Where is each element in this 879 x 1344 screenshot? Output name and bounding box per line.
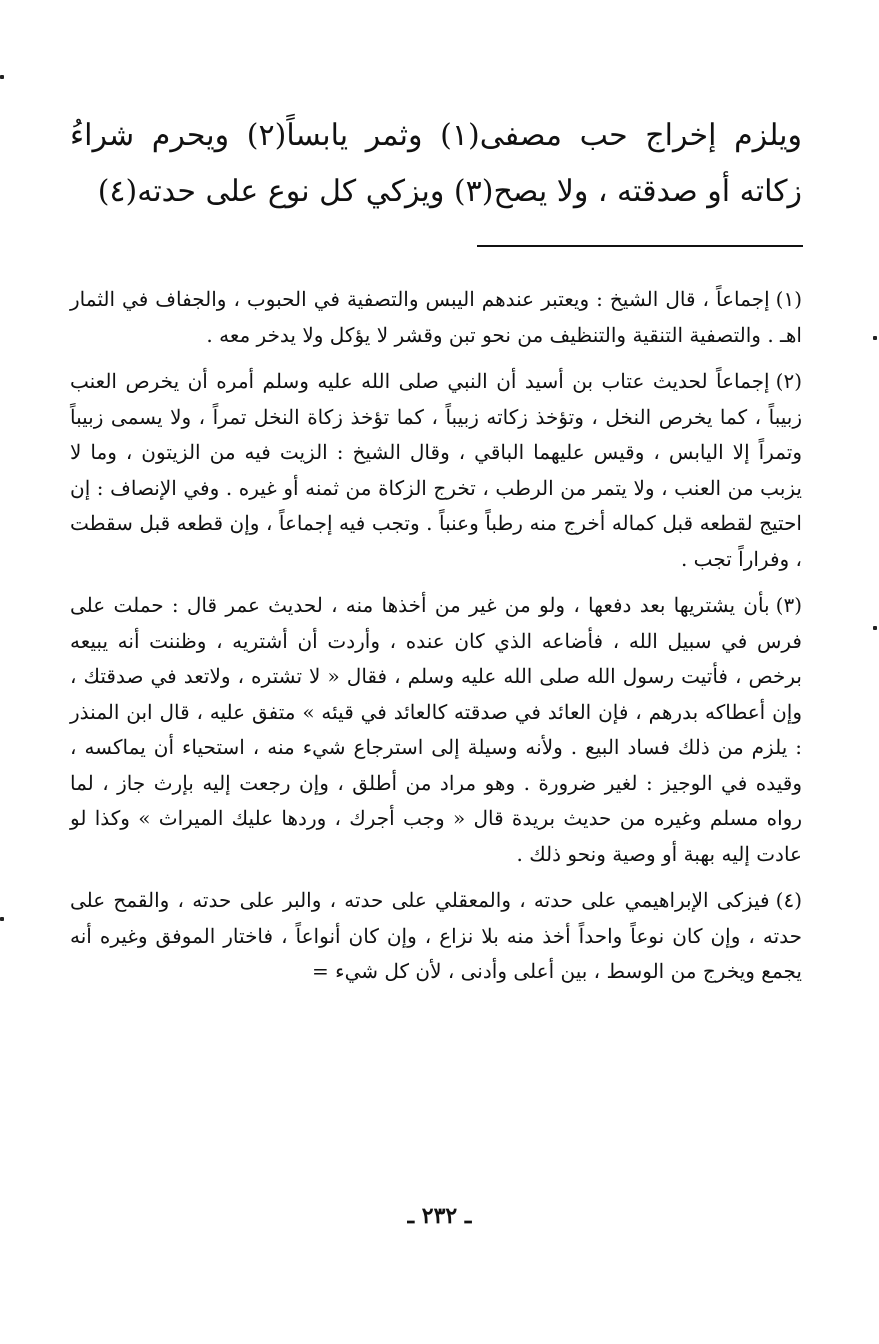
main-text: ويلزم إخراج حب مصفى(١) وثمر يابساً(٢) ويحرم شراءُ زكاته أو صدقته ، ولا يصح(٣) ويزكي كل نوع على حدته(٤)	[70, 118, 802, 209]
scan-margin-dot	[873, 626, 877, 630]
footnote-2	[70, 364, 802, 577]
scan-margin-dot	[0, 917, 4, 921]
footnote-number: (٣)	[775, 593, 802, 617]
footnote-text: فيزكى الإبراهيمي على حدته ، والمعقلي على حدته ، والبر على حدته ، والقمح على حدته ، وإن كان نوعاً واحداً أخذ منه بلا نزاع ، وإن كان أنواعاً ، فاختار الموفق وغيره أنه يجمع ويخرج من الوسط ، بين أعلى وأدنى ، لأن كل شيء =	[70, 888, 802, 983]
footnote-number: (٤)	[775, 888, 802, 912]
footnote-text: بأن يشتريها بعد دفعها ، ولو من غير من أخذها منه ، لحديث عمر قال : حملت على فرس في سبيل الله ، فأضاعه الذي كان عنده ، وأردت أن أشتريه ، وظننت أنه يبيعه برخص ، فأتيت رسول الله صلى الله عليه وسلم ، فقال « لا تشتره ، ولاتعد في صدقتك ، وإن أعطاكه بدرهم ، فإن العائد في صدقته كالعائد في قيئه » متفق عليه ، قال ابن المنذر : يلزم من ذلك فساد البيع . ولأنه وسيلة إلى استرجاع شيء منه ، استحياء أن يماكسه ، وقيده في الوجيز : لغير ضرورة . وهو مراد من أطلق ، وإن رجعت إليه بإرث جاز ، لما رواه مسلم وغيره من حديث بريدة قال « وجب أجرك ، وردها عليك الميراث » وكذا لو عادت إليه بهبة أو وصية ونحو ذلك .	[70, 593, 803, 866]
footnote-number: (١)	[775, 287, 802, 311]
footnote-3	[70, 588, 802, 872]
footnote-text: إجماعاً ، قال الشيخ : ويعتبر عندهم اليبس والتصفية في الحبوب ، والجفاف في الثمار اهـ . والتصفية التنقية والتنظيف من نحو تبن وقشر لا يؤكل ولا يدخر معه .	[70, 287, 802, 347]
footnotes	[70, 282, 802, 1001]
footnote-divider	[477, 245, 803, 247]
scan-margin-dot	[873, 336, 877, 340]
footnote-4	[70, 883, 802, 990]
footnote-text: إجماعاً لحديث عتاب بن أسيد أن النبي صلى الله عليه وسلم أمره أن يخرص العنب زبيباً ، كما يخرص النخل ، وتؤخذ زكاته زبيباً ، كما تؤخذ زكاة النخل تمراً ، ولا يسمى زبيباً وتمراً إلا اليابس ، وقيس عليهما الباقي ، وقال الشيخ : الزيت فيه من الزيتون ، وما لا يزبب من العنب ، ولا يتمر من الرطب ، تخرج الزكاة من ثمنه أو غيره . وفي الإنصاف : إن احتيج لقطعه قبل كماله أخرج منه رطباً وعنباً . وتجب فيه إجماعاً ، وإن قطعه قبل سقطت ، وفراراً تجب .	[70, 369, 802, 571]
footnote-1	[70, 282, 802, 353]
scan-margin-dot	[0, 75, 4, 79]
page-number: ـ ٢٣٢ ـ	[407, 1203, 472, 1229]
footnote-number: (٢)	[775, 369, 802, 393]
